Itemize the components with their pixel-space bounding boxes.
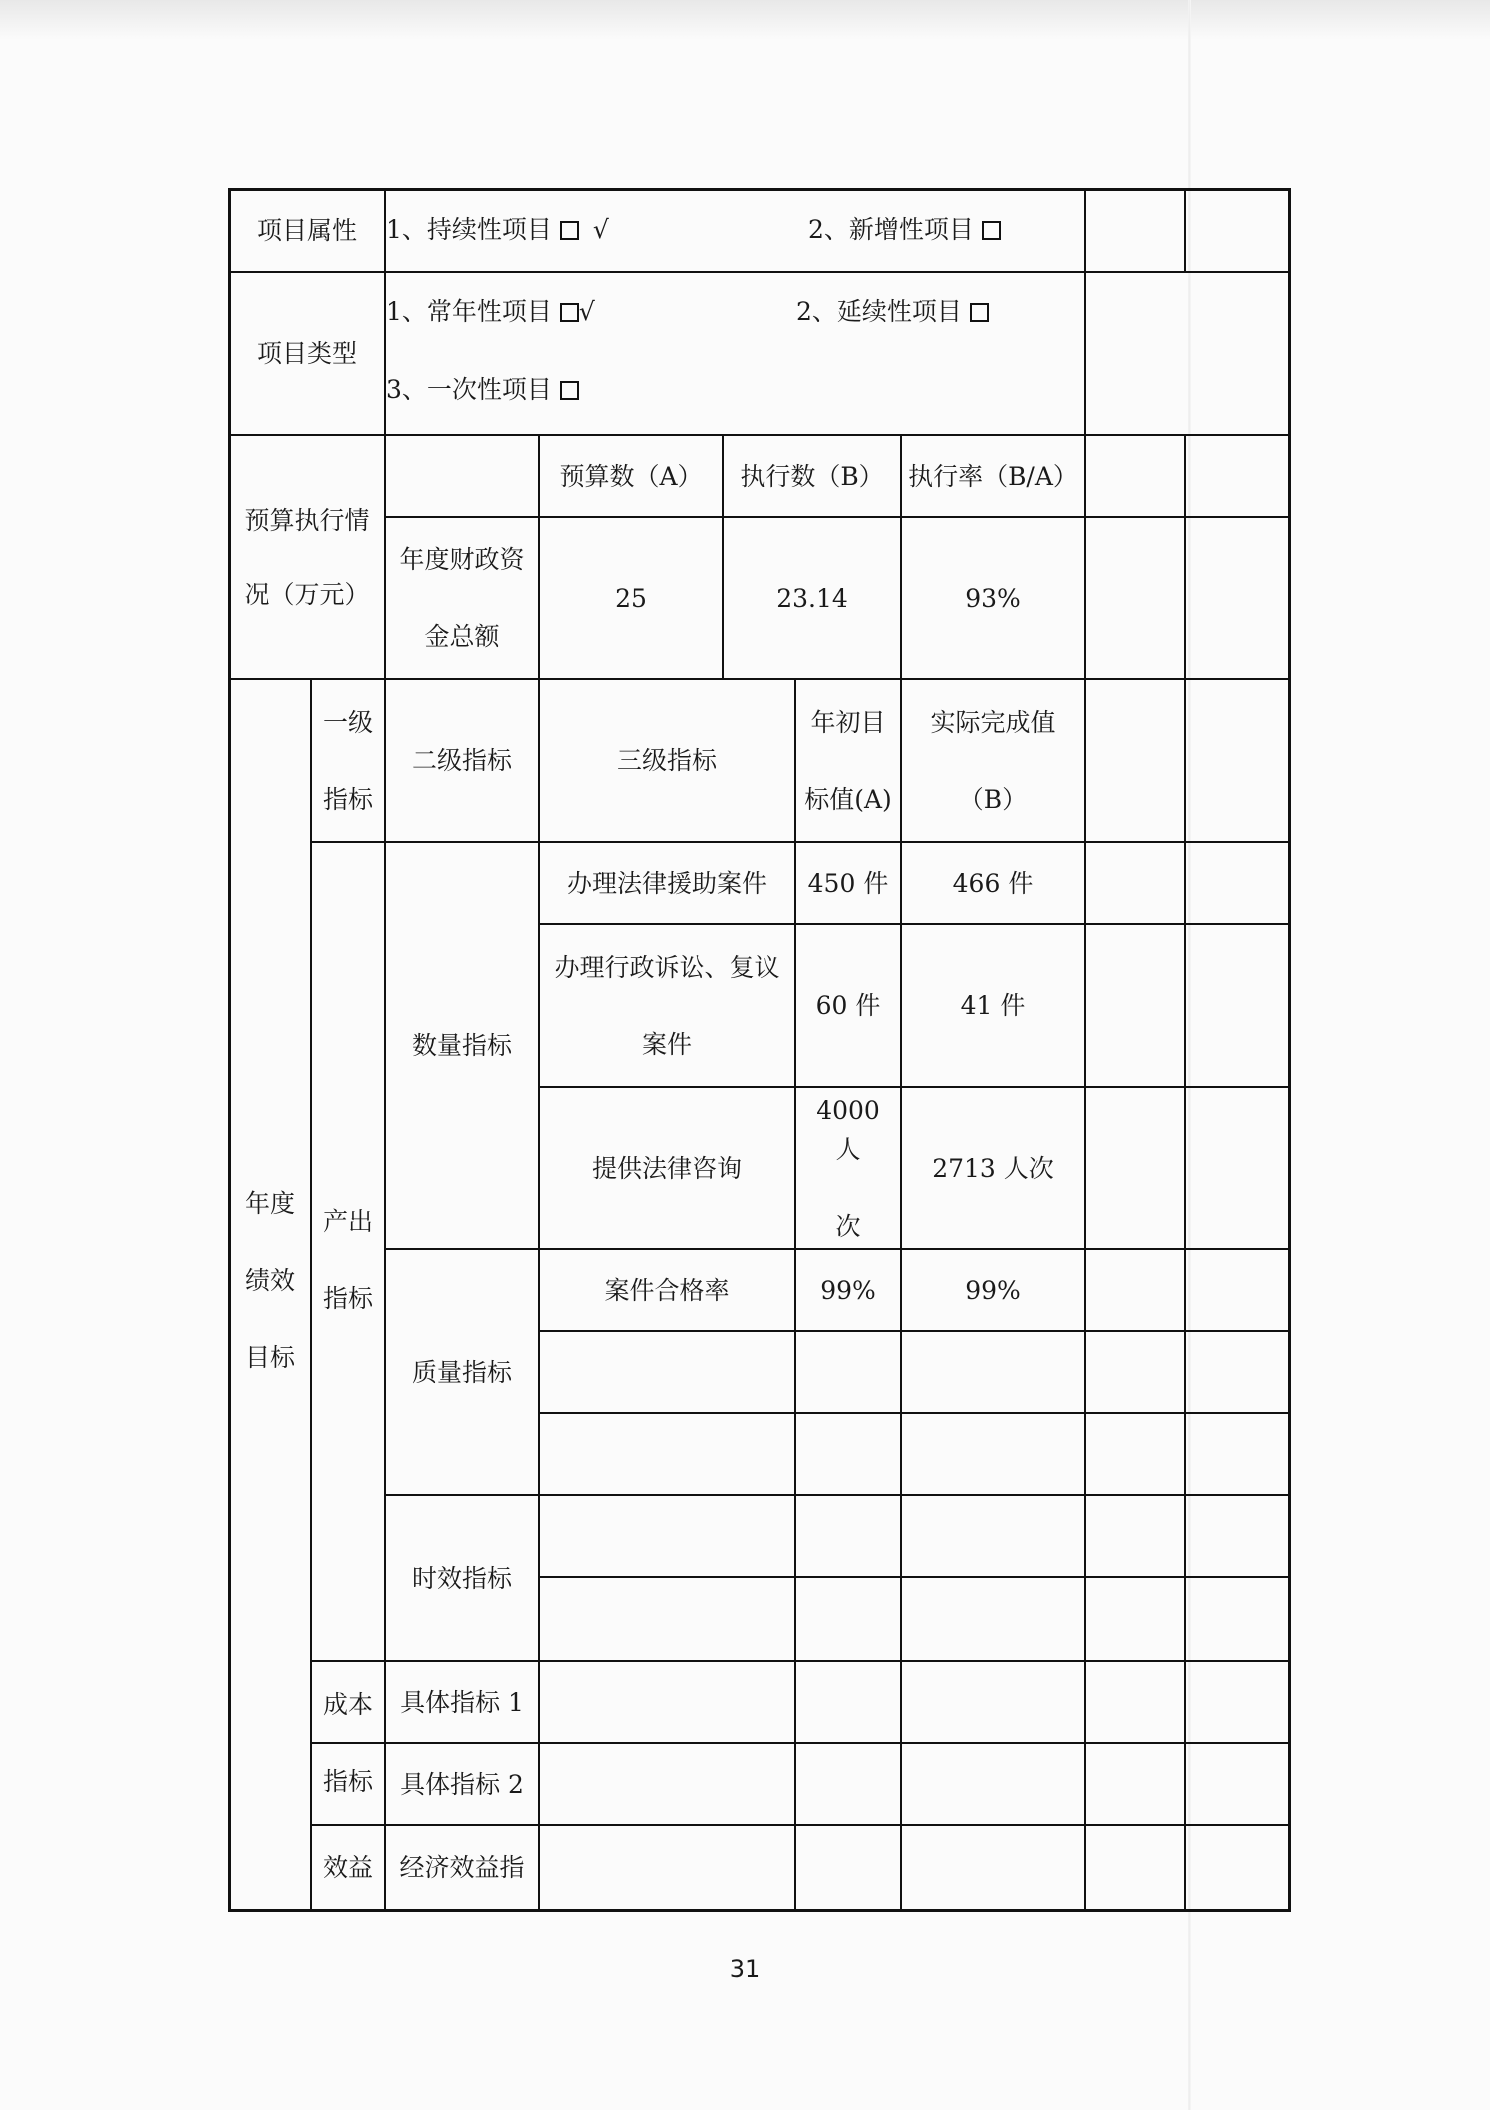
header-actual: 实际完成值 （B） bbox=[930, 707, 1056, 814]
cost-item-1: 具体指标 1 bbox=[400, 1687, 524, 1717]
benefit-indicator-label: 效益 bbox=[322, 1853, 373, 1882]
row-legal-aid-target: 450 件 bbox=[807, 868, 889, 898]
checkbox-icon bbox=[560, 381, 579, 400]
budget-col-a bbox=[386, 436, 538, 516]
budget-label: 预算执行情 况（万元） bbox=[244, 505, 370, 609]
row-legal-aid-name: 办理法律援助案件 bbox=[566, 868, 767, 898]
row-legal-aid-actual: 466 件 bbox=[952, 868, 1034, 898]
attribute-option-continuing: 1、持续性项目 √ bbox=[386, 215, 609, 244]
checkbox-icon bbox=[982, 221, 1001, 240]
header-level2: 二级指标 bbox=[411, 746, 512, 775]
goals-section-label: 年度 绩效 目标 bbox=[244, 1188, 295, 1372]
economic-benefit-label: 经济效益指 bbox=[399, 1853, 525, 1882]
budget-header-executed: 执行数（B） bbox=[740, 461, 884, 491]
row-qualification-target: 99% bbox=[820, 1275, 876, 1305]
timeliness-indicator-label: 时效指标 bbox=[411, 1563, 512, 1593]
type-option-one-time: 3、一次性项目 bbox=[386, 374, 579, 406]
header-level3: 三级指标 bbox=[616, 746, 717, 775]
output-indicator-label: 产出 指标 bbox=[322, 1207, 373, 1313]
quantity-indicator-label: 数量指标 bbox=[411, 1031, 512, 1060]
scan-edge bbox=[0, 0, 1490, 40]
header-target: 年初目 标值(A) bbox=[804, 707, 892, 814]
attribute-label: 项目属性 bbox=[256, 216, 357, 245]
quality-indicator-label: 质量指标 bbox=[411, 1357, 512, 1387]
budget-header-budget: 预算数（A） bbox=[559, 461, 703, 491]
row-qualification-actual: 99% bbox=[965, 1275, 1021, 1305]
checkbox-icon bbox=[560, 221, 579, 240]
type-option-annual: 1、常年性项目 √ bbox=[386, 297, 595, 326]
budget-header-rate: 执行率（B/A） bbox=[908, 461, 1078, 491]
checkmark-icon: √ bbox=[592, 215, 609, 244]
checkbox-icon bbox=[970, 303, 989, 322]
fold-line bbox=[1188, 0, 1191, 2110]
row-admin-litigation-actual: 41 件 bbox=[960, 991, 1026, 1020]
budget-value-a: 25 bbox=[615, 583, 647, 613]
cost-indicator-label: 成本 指标 bbox=[322, 1690, 373, 1796]
row-consultation-target: 4000 人 次 bbox=[816, 1095, 880, 1241]
row-consultation-name: 提供法律咨询 bbox=[591, 1153, 742, 1183]
row-consultation-actual: 2713 人次 bbox=[932, 1153, 1054, 1183]
attribute-option-new: 2、新增性项目 bbox=[808, 214, 1001, 246]
row-admin-litigation-name: 办理行政诉讼、复议 案件 bbox=[554, 952, 780, 1059]
row-admin-litigation-target: 60 件 bbox=[815, 991, 881, 1020]
budget-row-label: 年度财政资 金总额 bbox=[399, 545, 525, 651]
header-level1: 一级 指标 bbox=[322, 707, 373, 814]
type-option-extended: 2、延续性项目 bbox=[796, 296, 989, 328]
row-qualification-name: 案件合格率 bbox=[604, 1275, 730, 1305]
page-number: 31 bbox=[729, 1955, 761, 1983]
budget-value-b: 23.14 bbox=[776, 583, 848, 613]
cost-item-2: 具体指标 2 bbox=[400, 1769, 524, 1799]
checkbox-icon bbox=[560, 303, 579, 322]
type-label: 项目类型 bbox=[256, 339, 357, 368]
checkmark-icon: √ bbox=[578, 297, 595, 326]
budget-value-rate: 93% bbox=[965, 583, 1021, 613]
